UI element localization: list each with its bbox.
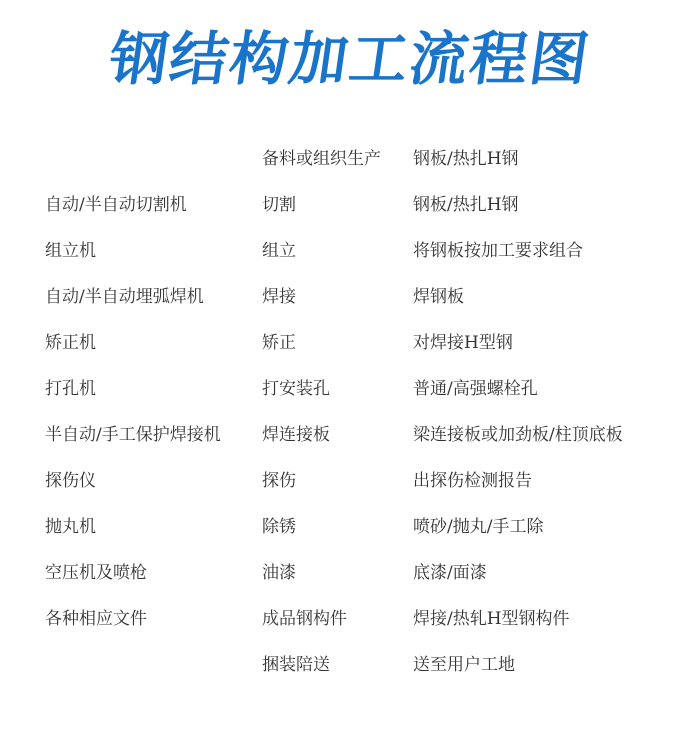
equipment-cell: 打孔机 — [45, 379, 96, 399]
note-cell: 焊接/热轧H型钢构件 — [413, 609, 570, 629]
equipment-cell: 半自动/手工保护焊接机 — [45, 425, 221, 445]
table-row — [0, 182, 700, 228]
table-row — [0, 274, 700, 320]
note-cell: 梁连接板或加劲板/柱顶底板 — [413, 425, 623, 445]
process-cell: 焊接 — [262, 287, 296, 307]
process-cell: 成品钢构件 — [262, 609, 347, 629]
table-row — [0, 412, 700, 458]
process-cell: 除锈 — [262, 517, 296, 537]
note-cell: 将钢板按加工要求组合 — [413, 241, 583, 261]
equipment-cell: 抛丸机 — [45, 517, 96, 537]
process-cell: 组立 — [262, 241, 296, 261]
equipment-cell: 自动/半自动切割机 — [45, 195, 187, 215]
process-cell: 捆装陪送 — [262, 655, 330, 675]
table-row — [0, 136, 700, 182]
table-row — [0, 320, 700, 366]
process-cell: 矫正 — [262, 333, 296, 353]
process-table — [0, 136, 700, 688]
process-cell: 焊连接板 — [262, 425, 330, 445]
note-cell: 对焊接H型钢 — [413, 333, 513, 353]
equipment-cell: 自动/半自动埋弧焊机 — [45, 287, 204, 307]
process-cell: 油漆 — [262, 563, 296, 583]
table-row — [0, 458, 700, 504]
equipment-cell: 各种相应文件 — [45, 609, 147, 629]
page-title: 钢结构加工流程图 — [105, 25, 595, 93]
note-cell: 喷砂/抛丸/手工除 — [413, 517, 544, 537]
table-row — [0, 366, 700, 412]
note-cell: 焊钢板 — [413, 287, 464, 307]
process-cell: 备料或组织生产 — [262, 149, 381, 169]
equipment-cell: 空压机及喷枪 — [45, 563, 147, 583]
equipment-cell: 组立机 — [45, 241, 96, 261]
table-row — [0, 228, 700, 274]
table-row — [0, 596, 700, 642]
equipment-cell: 矫正机 — [45, 333, 96, 353]
note-cell: 钢板/热扎H钢 — [413, 149, 519, 169]
process-cell: 打安装孔 — [262, 379, 330, 399]
note-cell: 送至用户工地 — [413, 655, 515, 675]
process-cell: 切割 — [262, 195, 296, 215]
table-row — [0, 504, 700, 550]
equipment-cell: 探伤仪 — [45, 471, 96, 491]
table-row — [0, 550, 700, 596]
process-cell: 探伤 — [262, 471, 296, 491]
note-cell: 钢板/热扎H钢 — [413, 195, 519, 215]
note-cell: 出探伤检测报告 — [413, 471, 532, 491]
note-cell: 底漆/面漆 — [413, 563, 487, 583]
note-cell: 普通/高强螺栓孔 — [413, 379, 538, 399]
table-row — [0, 642, 700, 688]
